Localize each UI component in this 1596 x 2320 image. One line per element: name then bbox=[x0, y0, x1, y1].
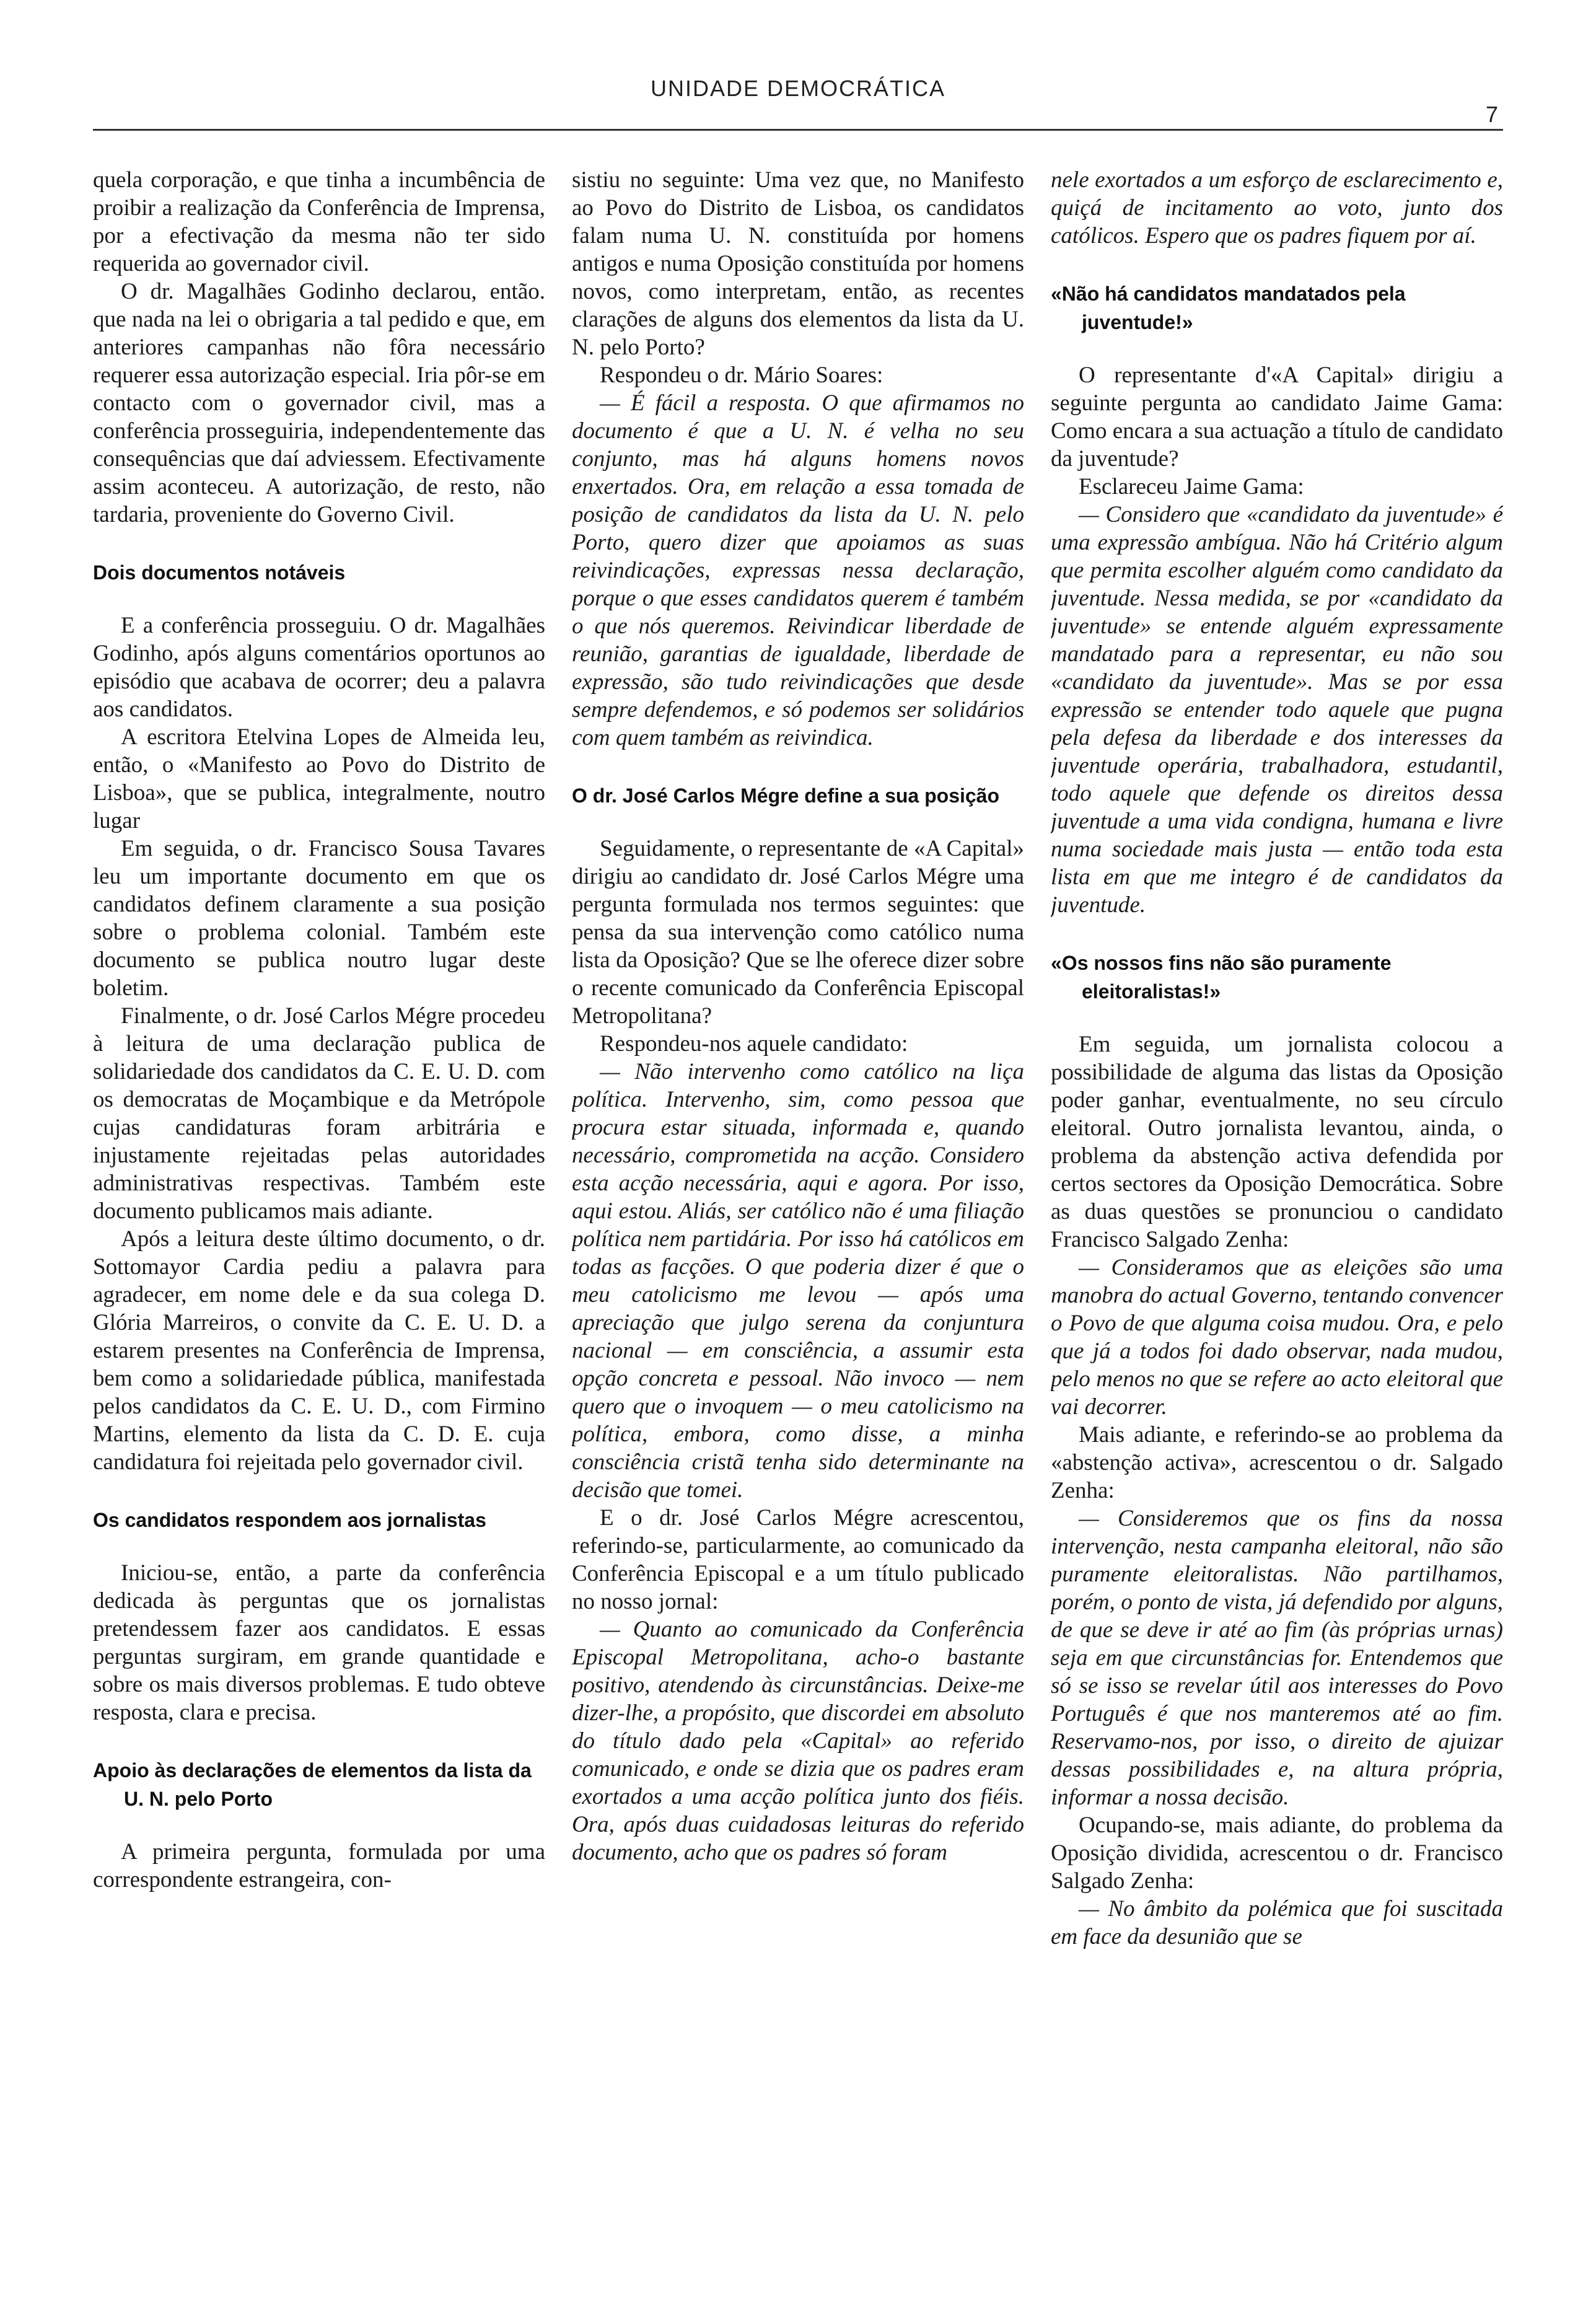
paragraph: Respondeu-nos aquele candidato: bbox=[600, 1031, 908, 1057]
column-3 bbox=[1051, 166, 1503, 2273]
paragraph: A primeira pergunta, formulada por uma correspondente estrangeira, con- bbox=[93, 1839, 545, 1892]
paragraph: Em seguida, um jornalista colocou a possibilidade de alguma das listas da Oposição poder ganhar, eventualmente, no seu círculo eleitoral. Outro jornalista levantou, ainda, o problema da abstenção activa defendida por certos sectores da Oposição Democrática. Sobre as duas questões se pronunciou o candidato Francisco Salgado Zenha: bbox=[1051, 1032, 1503, 1252]
quote-paragraph: — Quanto ao comunicado da Conferência Episcopal Metropolitana, acho-o bastante positivo, atendendo às circunstâncias. Deixe-me dizer-lhe, a propósito, que discordei em absoluto do título dado pela «Capital» ao referido comunicado, e onde se dizia que os padres eram exortados a uma acção política junto dos fiéis. Ora, após duas cuidadosas leituras do referido documento, acho que os padres só foram bbox=[572, 1617, 1024, 1865]
quote-paragraph: — Consideremos que os fins da nossa intervenção, nesta campanha eleitoral, não são puramente eleitoralistas. Não partilhamos, porém, o ponto de vista, já defendido por alguns, de que se deve ir até ao fim (às próprias urnas) seja em que circunstâncias for. Entendemos que só se isso se revelar útil aos interesses do Povo Português é que nos manteremos até ao fim. Reservamo-nos, por isso, o direito de ajuizar dessas possibilidades e, na altura própria, informar a nossa decisão. bbox=[1051, 1506, 1503, 1810]
column-1 bbox=[93, 166, 545, 2273]
page-number: 7 bbox=[1485, 102, 1498, 127]
header-rule bbox=[93, 129, 1503, 131]
paragraph: O representante d'«A Capital» dirigiu a seguinte pergunta ao candidato Jaime Gama: Como encara a sua actuação a título de candidato da juventude? bbox=[1051, 362, 1503, 472]
paragraph: quela corporação, e que tinha a incumbência de proibir a realização da Conferência de Imprensa, por a efectivação da mesma não ter sido requerida ao governador civil. bbox=[93, 167, 545, 276]
quote-paragraph: — Considero que «candidato da juventude» é uma expressão ambígua. Não há Critério algum que permita escolher alguém como candidato da juventude. Nessa medida, se por «candidato da juventude» se entende alguém expressamente mandatado para a representar, eu não sou «candidato da juventude». Mas se por essa expressão se entender todo aquele que pugna pela defesa da liberdade e dos interesses da juventude operária, trabalhadora, estudantil, todo aquele que defende os direitos dessa juventude a uma vida condigna, humana e livre numa sociedade mais justa — então toda esta lista em que me integro é de candidatos da juventude. bbox=[1051, 502, 1503, 918]
paragraph: Mais adiante, e referindo-se ao problema da «abstenção activa», acrescentou o dr. Salgado Zenha: bbox=[1051, 1422, 1503, 1503]
paragraph: O dr. Magalhães Godinho declarou, então. que nada na lei o obrigaria a tal pedido e que, em anteriores campanhas não fôra necessário requerer essa autorização especial. Iria pôr-se em contacto com o governador civil, mas a conferência prosseguiria, independentemente das consequências que daí adviessem. Efectivamente assim aconteceu. A autorização, de resto, não tardaria, proveniente do Governo Civil. bbox=[93, 279, 545, 527]
paragraph: Em seguida, o dr. Francisco Sousa Tavares leu um importante documento em que os candidatos definem claramente a sua posição sobre o problema colonial. Também este documento se publica noutro lugar deste boletim. bbox=[93, 836, 545, 1001]
section-heading: «Não há candidatos mandatados pela juventude!» bbox=[1051, 283, 1406, 333]
paragraph: A escritora Etelvina Lopes de Almeida leu, então, o «Manifesto ao Povo do Distrito de Lisboa», que se publica, integralmente, noutro lugar bbox=[93, 724, 545, 833]
paragraph: sistiu no seguinte: Uma vez que, no Manifesto ao Povo do Distrito de Lisboa, os candidatos falam numa U. N. constituída por homens antigos e numa Oposição constituída por homens novos, como interpretam, então, as recentes clarações de alguns dos elementos da lista da U. N. pelo Porto? bbox=[572, 167, 1024, 360]
section-heading: Os candidatos respondem aos jornalistas bbox=[93, 1509, 486, 1531]
section-heading: «Os nossos fins não são puramente eleitoralistas!» bbox=[1051, 952, 1392, 1003]
paragraph: E o dr. José Carlos Mégre acrescentou, referindo-se, particularmente, ao comunicado da Conferência Episcopal e a um título publicado no nosso jornal: bbox=[572, 1505, 1024, 1614]
paragraph: Seguidamente, o representante de «A Capital» dirigiu ao candidato dr. José Carlos Mégre uma pergunta formulada nos termos seguintes: que pensa da sua intervenção como católico numa lista da Oposição? Que se lhe oferece dizer sobre o recente comunicado da Conferência Episcopal Metropolitana? bbox=[572, 836, 1024, 1029]
paragraph: Esclareceu Jaime Gama: bbox=[1079, 474, 1304, 499]
section-heading: Dois documentos notáveis bbox=[93, 561, 346, 584]
section-heading: O dr. José Carlos Mégre define a sua posição bbox=[572, 784, 1000, 807]
quote-paragraph: nele exortados a um esforço de esclarecimento e, quiçá de incitamento ao voto, junto dos católicos. Espero que os padres fiquem por aí. bbox=[1051, 167, 1503, 248]
quote-paragraph: — No âmbito da polémica que foi suscitada em face da desunião que se bbox=[1051, 1896, 1503, 1949]
paragraph: E a conferência prosseguiu. O dr. Magalhães Godinho, após alguns comentários oportunos ao episódio que acabava de ocorrer; deu a palavra aos candidatos. bbox=[93, 613, 545, 722]
paragraph: Ocupando-se, mais adiante, do problema da Oposição dividida, acrescentou o dr. Francisco Salgado Zenha: bbox=[1051, 1812, 1503, 1894]
quote-paragraph: — É fácil a resposta. O que afirmamos no documento é que a U. N. é velha no seu conjunto, mas há alguns homens novos enxertados. Ora, em relação a essa tomada de posição de candidatos da lista da U. N. pelo Porto, quero dizer que apoiamos as suas reivindicações, expressas nessa declaração, porque o que esses candidatos querem é também o que nós queremos. Reivindicar liberdade de reunião, garantias de igualdade, liberdade de expressão, são tudo reivindicações que desde sempre defendemos, e só podemos ser solidários com quem também as reivindica. bbox=[572, 390, 1024, 750]
quote-paragraph: — Consideramos que as eleições são uma manobra do actual Governo, tentando convencer o Povo de que alguma coisa mudou. Ora, e pelo que já a todos foi dado observar, nada mudou, pelo menos no que se refere ao acto eleitoral que vai decorrer. bbox=[1051, 1255, 1503, 1420]
article-columns bbox=[93, 166, 1503, 2273]
paragraph: Após a leitura deste último documento, o dr. Sottomayor Cardia pediu a palavra para agradecer, em nome dele e da sua colega D. Glória Marreiros, o convite da C. E. U. D. a estarem presentes na Conferência de Imprensa, bem como a solidariedade pública, manifestada pelos candidatos da C. E. U. D., com Firmino Martins, elemento da lista da C. D. E. cuja candidatura foi rejeitada pelo governador civil. bbox=[93, 1226, 545, 1475]
running-title: UNIDADE DEMOCRÁTICA bbox=[650, 76, 946, 101]
column-2 bbox=[572, 166, 1024, 2273]
paragraph: Respondeu o dr. Mário Soares: bbox=[600, 362, 884, 388]
paragraph: Iniciou-se, então, a parte da conferência dedicada às perguntas que os jornalistas pretendessem fazer aos candidatos. E essas perguntas surgiram, em grande quantidade e sobre os mais diversos problemas. E tudo obteve resposta, clara e precisa. bbox=[93, 1560, 545, 1725]
paragraph: Finalmente, o dr. José Carlos Mégre procedeu à leitura de uma declaração publica de solidariedade dos candidatos da C. E. U. D. com os democratas de Moçambique e da Metrópole cujas candidaturas foram arbitrária e injustamente rejeitadas pelas autoridades administrativas respectivas. Também este documento publicamos mais adiante. bbox=[93, 1003, 545, 1224]
quote-paragraph: — Não intervenho como católico na liça política. Intervenho, sim, como pessoa que procura estar situada, informada e, quando necessário, comprometida na acção. Considero esta acção necessária, aqui e agora. Por isso, aqui estou. Aliás, ser católico não é uma filiação política nem partidária. Por isso há católicos em todas as facções. O que poderia dizer é que o meu catolicismo me levou — após uma apreciação que julgo serena da conjuntura nacional — em consciência, a assumir esta opção concreta e pessoal. Não invoco — nem quero que o invoquem — o meu catolicismo na política, embora, como disse, a minha consciência cristã tenha sido determinante na decisão que tomei. bbox=[572, 1059, 1024, 1503]
section-heading: Apoio às declarações de elementos da lista da U. N. pelo Porto bbox=[93, 1759, 532, 1810]
